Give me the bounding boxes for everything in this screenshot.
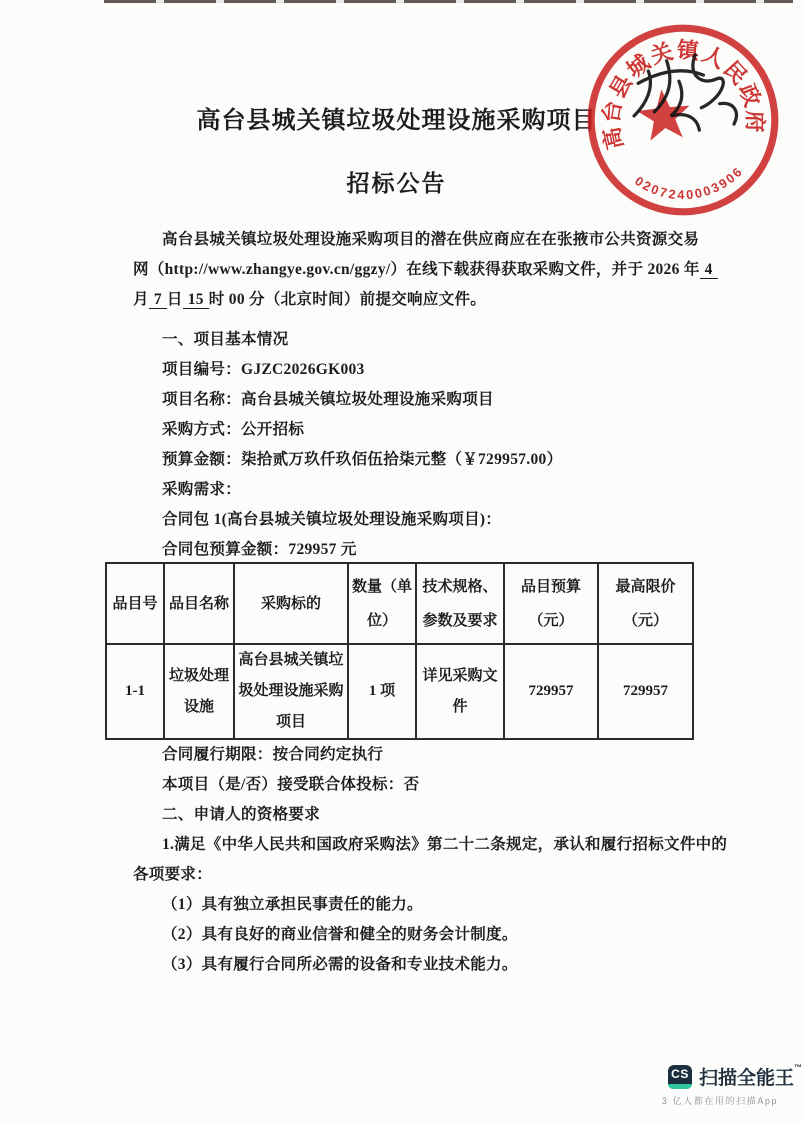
camscanner-tagline: 3 亿人都在用的扫描App xyxy=(661,1096,779,1106)
procurement-method: 采购方式：公开招标 xyxy=(162,421,305,438)
camscanner-logo-icon: CS xyxy=(668,1065,692,1089)
procurement-demand: 采购需求： xyxy=(162,481,242,498)
basic-info-section xyxy=(162,325,722,565)
cell-max-price: 729957 xyxy=(598,644,693,739)
project-name: 项目名称：高台县城关镇垃圾处理设施采购项目 xyxy=(162,391,494,408)
contract-duration: 合同履行期限：按合同约定执行 xyxy=(162,746,384,763)
project-number: 项目编号：GJZC2026GK003 xyxy=(162,361,365,378)
deadline-hour-value: 15 xyxy=(183,291,209,309)
cell-item-budget: 729957 xyxy=(504,644,598,739)
scan-edge-artifact xyxy=(104,0,793,3)
intro-line-2: 网（http://www.zhangye.gov.cn/ggzy/）在线下载获得获取采购文件，并于 2026 年 4 xyxy=(133,255,713,285)
qualification-item-1: （1）具有独立承担民事责任的能力。 xyxy=(162,896,423,913)
deadline-month-value: 4 xyxy=(700,261,718,279)
qualification-clause-line2: 各项要求： xyxy=(133,866,213,883)
cell-quantity: 1 项 xyxy=(348,644,416,739)
header-quantity: 数量（单位） xyxy=(348,563,416,644)
camscanner-watermark xyxy=(655,1063,802,1107)
cell-procurement-target: 高台县城关镇垃圾处理设施采购项目 xyxy=(234,644,348,739)
header-procurement-target: 采购标的 xyxy=(234,563,348,644)
header-item-name: 品目名称 xyxy=(164,563,234,644)
budget-amount: 预算金额：柒拾贰万玖仟玖佰伍拾柒元整（￥729957.00） xyxy=(162,451,563,468)
intro-line-3: 月 7 日 15 时 00 分（北京时间）前提交响应文件。 xyxy=(133,291,487,308)
header-item-no: 品目号 xyxy=(106,563,164,644)
contract-package: 合同包 1(高台县城关镇垃圾处理设施采购项目)： xyxy=(162,511,502,528)
qualification-item-2: （2）具有良好的商业信誉和健全的财务会计制度。 xyxy=(162,926,518,943)
qualification-item-3: （3）具有履行合同所必需的设备和专业技术能力。 xyxy=(162,956,518,973)
header-item-budget: 品目预算（元） xyxy=(504,563,598,644)
section2-heading: 二、申请人的资格要求 xyxy=(162,806,321,823)
after-table-section xyxy=(133,740,733,980)
procurement-items-table xyxy=(105,562,694,740)
government-seal xyxy=(581,18,785,222)
camscanner-app-name: 扫描全能王™ xyxy=(699,1063,802,1089)
cell-tech-spec: 详见采购文件 xyxy=(416,644,504,739)
document-title: 高台县城关镇垃圾处理设施采购项目 xyxy=(196,108,597,134)
seal-org-text: 高台县城关镇人民政府 xyxy=(598,37,768,152)
table-row xyxy=(106,644,693,739)
joint-bid-statement: 本项目（是/否）接受联合体投标：否 xyxy=(162,776,420,793)
document-subtitle: 招标公告 xyxy=(346,171,447,196)
table-header-row xyxy=(106,563,693,644)
qualification-clause-line1: 1.满足《中华人民共和国政府采购法》第二十二条规定，承认和履行招标文件中的 xyxy=(162,836,728,853)
intro-paragraph xyxy=(133,225,713,315)
header-tech-spec: 技术规格、参数及要求 xyxy=(416,563,504,644)
deadline-day-value: 7 xyxy=(149,291,167,309)
section1-heading: 一、项目基本情况 xyxy=(162,331,289,348)
cell-item-no: 1-1 xyxy=(106,644,164,739)
intro-line-1: 高台县城关镇垃圾处理设施采购项目的潜在供应商应在在张掖市公共资源交易 xyxy=(162,231,700,248)
header-max-price: 最高限价（元） xyxy=(598,563,693,644)
package-budget: 合同包预算金额：729957 元 xyxy=(162,541,357,558)
cell-item-name: 垃圾处理设施 xyxy=(164,644,234,739)
seal-serial-number: 0207240003906 xyxy=(632,163,747,203)
trademark-symbol: ™ xyxy=(794,1063,802,1072)
